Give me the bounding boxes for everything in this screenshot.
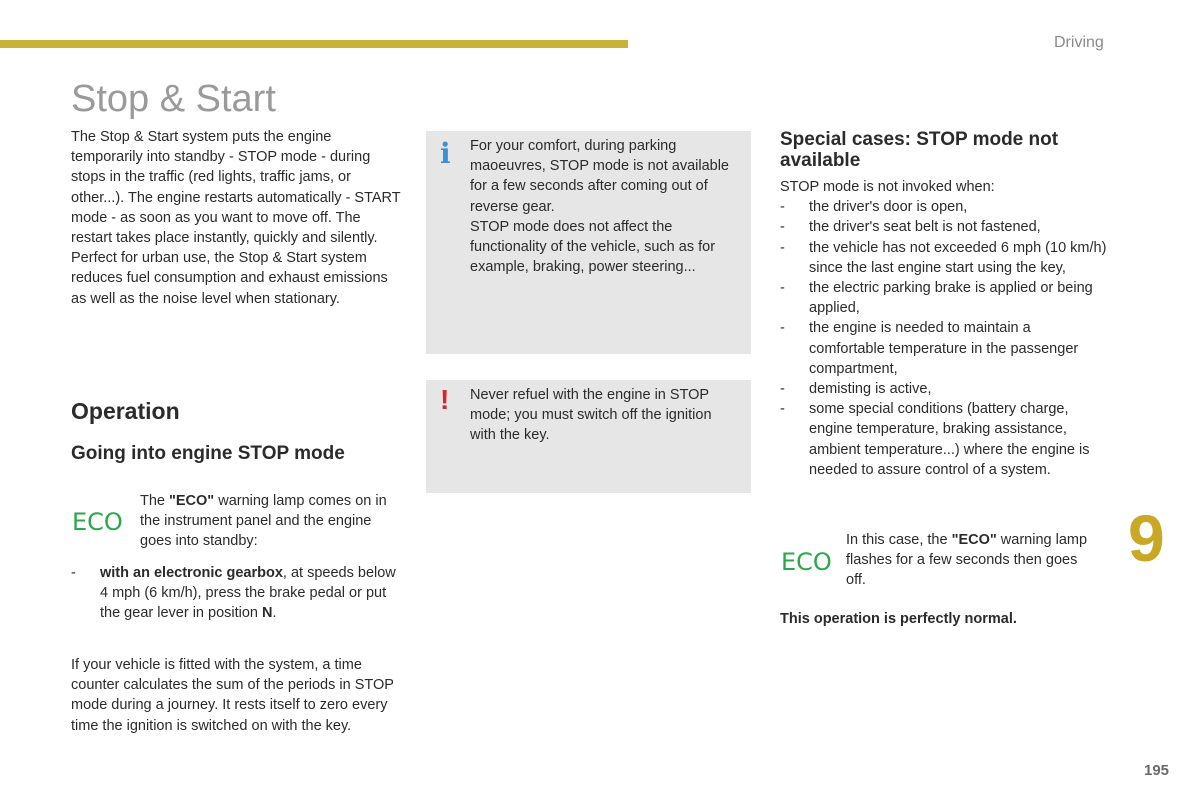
list-item <box>71 563 401 624</box>
page-number: 195 <box>1144 762 1170 779</box>
eco-text-part: warning lamp comes on in the instrument panel and the engine goes into standby: <box>140 493 387 550</box>
chapter-number: 9 <box>1128 501 1165 575</box>
gearbox-instruction <box>71 563 401 624</box>
page-title: Stop & Start <box>71 78 276 120</box>
list-dash: - <box>780 219 785 236</box>
eco-text-part: warning lamp flashes for a few seconds then goes off. <box>846 532 1088 589</box>
list-item-text: the electric parking brake is applied or being applied, <box>809 280 1093 317</box>
list-dash: - <box>780 320 785 337</box>
header-accent-bar <box>0 40 628 48</box>
warning-box <box>426 380 751 493</box>
gearbox-bold: with an electronic gearbox <box>100 565 283 581</box>
info-icon: i <box>440 137 451 170</box>
list-item-text: demisting is active, <box>809 381 932 398</box>
info-box <box>426 131 751 354</box>
eco-icon: ECO <box>72 508 123 536</box>
info-paragraph: STOP mode does not affect the functionality of the vehicle, such as for example, braking, power steering... <box>470 218 716 276</box>
special-cases-list <box>780 177 1110 480</box>
warning-box-text: Never refuel with the engine in STOP mode; you must switch off the ignition with the key. <box>470 387 712 444</box>
list-dash: - <box>780 381 785 398</box>
list-dash: - <box>780 401 785 418</box>
list-dash: - <box>780 239 785 256</box>
normal-operation-note: This operation is perfectly normal. <box>780 611 1017 627</box>
gearbox-text: , at speeds below 4 mph (6 km/h), press the brake pedal or put the gear lever in position <box>100 565 396 622</box>
list-item <box>780 278 1110 318</box>
eco-flash-description <box>846 530 1101 591</box>
list-item-text: some special conditions (battery charge, engine temperature, braking assistance, ambient temperature...) where the engine is needed to assure control of a system. <box>809 401 1090 478</box>
section-label: Driving <box>1054 34 1104 51</box>
list-item <box>780 379 1110 399</box>
list-item <box>780 399 1110 480</box>
info-paragraph: For your comfort, during parking maoeuvres, STOP mode is not available for a few seconds after coming out of reverse gear. <box>470 138 729 215</box>
eco-text-bold: "ECO" <box>951 532 997 548</box>
list-item-text: the driver's seat belt is not fastened, <box>809 219 1041 236</box>
list-item-text: the driver's door is open, <box>809 199 968 216</box>
list-item <box>780 238 1110 278</box>
gearbox-end: . <box>272 605 277 622</box>
list-item <box>780 217 1110 237</box>
list-dash: - <box>71 565 76 581</box>
intro-paragraph: The Stop & Start system puts the engine temporarily into standby - STOP mode - during stops in the traffic (red lights, traffic jams, or other...). The engine restarts automatically - START mode - as soon as you want to move off. The restart takes place instantly, quickly and silently. <box>71 129 401 247</box>
gear-position: N <box>262 605 273 622</box>
list-dash: - <box>780 199 785 216</box>
special-cases-intro: STOP mode is not invoked when: <box>780 179 995 195</box>
intro-text <box>71 127 401 309</box>
list-item <box>780 318 1110 379</box>
eco-lamp-description <box>140 491 390 552</box>
eco-text-part: The <box>140 493 170 509</box>
eco-icon: ECO <box>781 548 832 576</box>
warning-icon: ! <box>440 384 450 415</box>
eco-text-bold: "ECO" <box>169 493 215 509</box>
time-counter-text: If your vehicle is fitted with the system, a time counter calculates the sum of the periods in STOP mode during a journey. It rests itself to zero every time the ignition is switched on with the key. <box>71 657 394 734</box>
list-item <box>780 197 1110 217</box>
stop-mode-subheading: Going into engine STOP mode <box>71 443 345 464</box>
list-item-text: the vehicle has not exceeded 6 mph (10 km/h) since the last engine start using the key, <box>809 239 1107 276</box>
special-cases-heading: Special cases: STOP mode not available <box>780 129 1059 171</box>
list-item-text: the engine is needed to maintain a comfortable temperature in the passenger compartment, <box>809 320 1079 377</box>
info-box-text <box>470 136 740 277</box>
intro-paragraph: Perfect for urban use, the Stop & Start system reduces fuel consumption and exhaust emissions as well as the noise level when stationary. <box>71 250 388 307</box>
eco-text-part: In this case, the <box>846 532 952 548</box>
list-dash: - <box>780 280 785 297</box>
operation-heading: Operation <box>71 398 180 424</box>
